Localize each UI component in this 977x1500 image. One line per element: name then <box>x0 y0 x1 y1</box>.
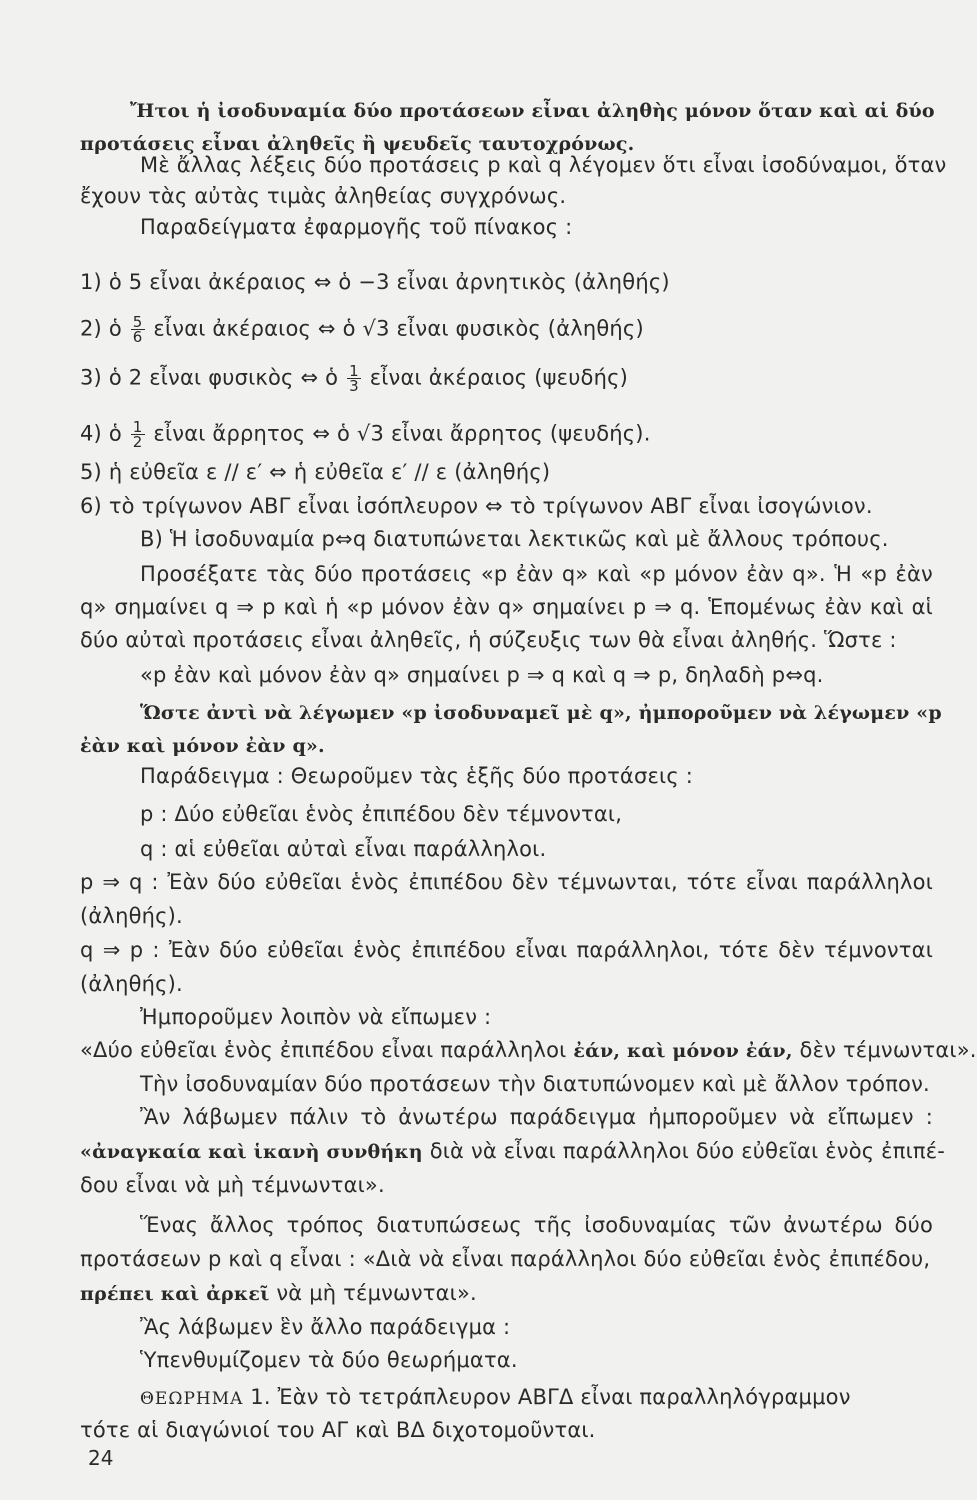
text-fragment: εἶναι ἀκέραιος ⇔ ὁ √3 εἶναι φυσικὸς (ἀληθής) <box>153 316 644 341</box>
text-line <box>80 1138 946 1165</box>
bold-phrase: πρέπει καὶ ἀρκεῖ <box>80 1283 270 1305</box>
fraction-numerator: 1 <box>132 418 143 436</box>
text-line: Μὲ ἄλλας λέξεις δύο προτάσεις p καὶ q λέγομεν ὅτι εἶναι ἰσοδύναμοι, ὅταν <box>140 153 947 177</box>
text-fragment: εἶναι ἀκέραιος (ψευδής) <box>369 365 629 390</box>
text-line: ἔχουν τὰς αὐτὰς τιμὰς ἀληθείας συγχρόνως. <box>80 184 567 208</box>
text-fragment: διὰ νὰ εἶναι παράλληλοι δύο εὐθεῖαι ἑνὸς ἐπιπέ- <box>429 1139 946 1163</box>
theorem-line <box>140 1384 933 1412</box>
text-fragment: «Δύο εὐθεῖαι ἑνὸς ἐπιπέδου εἶναι παράλληλοι <box>80 1038 567 1062</box>
fraction-denominator: 2 <box>132 433 143 451</box>
example-4 <box>80 420 933 449</box>
text-line <box>80 1037 977 1064</box>
theorem-label: ΘΕΩΡΗΜΑ <box>140 1389 244 1409</box>
text-line: q» σημαίνει q ⇒ p καὶ ἡ «p μόνον ἐὰν q» σημαίνει p ⇒ q. Ἑπομένως ἐὰν καὶ αἱ <box>80 595 933 619</box>
example-3 <box>80 364 933 393</box>
text-line: Ἂς λάβωμεν ἓν ἄλλο παράδειγμα : <box>140 1315 511 1339</box>
text-line: δου εἶναι νὰ μὴ τέμνωνται». <box>80 1173 385 1197</box>
fraction-numerator: 1 <box>349 362 359 380</box>
text-line: τότε αἱ διαγώνιοί του ΑΓ καὶ ΒΔ διχοτομοῦνται. <box>80 1418 596 1442</box>
example-2 <box>80 315 933 344</box>
text-line: (ἀληθής). <box>80 904 183 928</box>
fraction <box>347 364 361 393</box>
text-line: p : Δύο εὐθεῖαι ἑνὸς ἐπιπέδου δὲν τέμνονται, <box>140 802 623 826</box>
text-line: «p ἐὰν καὶ μόνον ἐὰν q» σημαίνει p ⇒ q καὶ q ⇒ p, δηλαδὴ p⇔q. <box>140 663 824 687</box>
text-line: Παραδείγματα ἐφαρμογῆς τοῦ πίνακος : <box>140 215 573 239</box>
fraction <box>131 315 145 344</box>
text-line: ἐὰν καὶ μόνον ἐὰν q». <box>80 735 325 757</box>
text-line: Παράδειγμα : Θεωροῦμεν τὰς ἑξῆς δύο προτάσεις : <box>140 764 694 788</box>
text-line: p ⇒ q : Ἐὰν δύο εὐθεῖαι ἑνὸς ἐπιπέδου δὲν τέμνωνται, τότε εἶναι παράλληλοι <box>80 870 933 894</box>
page-number: 24 <box>88 1446 114 1470</box>
text-line: προτάσεων p καὶ q εἶναι : «Διὰ νὰ εἶναι παράλληλοι δύο εὐθεῖαι ἑνὸς ἐπιπέδου, <box>80 1247 931 1271</box>
text-line: q : αἱ εὐθεῖαι αὐταὶ εἶναι παράλληλοι. <box>140 837 547 861</box>
fraction-numerator: 5 <box>132 313 143 331</box>
text-line: Ὑπενθυμίζομεν τὰ δύο θεωρήματα. <box>140 1348 518 1372</box>
text-fragment: 3) ὁ 2 εἶναι φυσικὸς ⇔ ὁ <box>80 365 339 390</box>
text-line: Ἂν λάβωμεν πάλιν τὸ ἀνωτέρω παράδειγμα ἠμποροῦμεν νὰ εἴπωμεν : <box>140 1105 933 1129</box>
bold-phrase: ἐάν, καὶ μόνον ἐάν, <box>573 1040 793 1062</box>
text-fragment: 4) ὁ <box>80 421 122 446</box>
example-6: 6) τὸ τρίγωνον ΑΒΓ εἶναι ἰσόπλευρον ⇔ τὸ τρίγωνον ΑΒΓ εἶναι ἰσογώνιον. <box>80 494 873 518</box>
example-5: 5) ἡ εὐθεῖα ε // ε′ ⇔ ἡ εὐθεῖα ε′ // ε (ἀληθής) <box>80 460 551 484</box>
text-fragment: δὲν τέμνωνται». <box>799 1038 977 1062</box>
bold-phrase: «ἀναγκαία καὶ ἱκανὴ συνθήκη <box>80 1141 423 1163</box>
text-line <box>80 1280 933 1307</box>
text-fragment: 2) ὁ <box>80 316 122 341</box>
text-line: Προσέξατε τὰς δύο προτάσεις «p ἐὰν q» καὶ «p μόνον ἐὰν q». Ἡ «p ἐὰν <box>140 562 933 586</box>
text-line: δύο αὐταὶ προτάσεις εἶναι ἀληθεῖς, ἡ σύζευξις των θὰ εἶναι ἀληθής. Ὥστε : <box>80 628 897 652</box>
text-line: (ἀληθής). <box>80 972 183 996</box>
text-line: q ⇒ p : Ἐὰν δύο εὐθεῖαι ἑνὸς ἐπιπέδου εἶναι παράλληλοι, τότε δὲν τέμνονται <box>80 938 933 962</box>
text-line: Ὥστε ἀντὶ νὰ λέγωμεν «p ἰσοδυναμεῖ μὲ q», ἠμποροῦμεν νὰ λέγωμεν «p <box>140 702 942 724</box>
text-fragment: νὰ μὴ τέμνωνται». <box>276 1281 477 1305</box>
text-line: Ἤτοι ἡ ἰσοδυναμία δύο προτάσεων εἶναι ἀληθὴς μόνον ὅταν καὶ αἱ δύο <box>130 100 935 122</box>
text-line: Β) Ἡ ἰσοδυναμία p⇔q διατυπώνεται λεκτικῶς καὶ μὲ ἄλλους τρόπους. <box>140 527 889 551</box>
text-line: Ἕνας ἄλλος τρόπος διατυπώσεως τῆς ἰσοδυναμίας τῶν ἀνωτέρω δύο <box>140 1213 933 1237</box>
text-fragment: 1. Ἐὰν τὸ τετράπλευρον ΑΒΓΔ εἶναι παραλληλόγραμμον <box>250 1385 851 1409</box>
text-line: Ἠμποροῦμεν λοιπὸν νὰ εἴπωμεν : <box>140 1005 492 1029</box>
fraction-denominator: 3 <box>349 377 359 395</box>
example-1: 1) ὁ 5 εἶναι ἀκέραιος ⇔ ὁ −3 εἶναι ἀρνητικὸς (ἀληθής) <box>80 270 670 294</box>
text-line: προτάσεις εἶναι ἀληθεῖς ἢ ψευδεῖς ταυτοχρόνως. <box>80 133 635 155</box>
text-fragment: εἶναι ἄρρητος ⇔ ὁ √3 εἶναι ἄρρητος (ψευδής). <box>153 421 651 446</box>
fraction-denominator: 6 <box>132 328 143 346</box>
text-line: Τὴν ἰσοδυναμίαν δύο προτάσεων τὴν διατυπώνομεν καὶ μὲ ἄλλον τρόπον. <box>140 1072 930 1096</box>
fraction <box>131 420 145 449</box>
